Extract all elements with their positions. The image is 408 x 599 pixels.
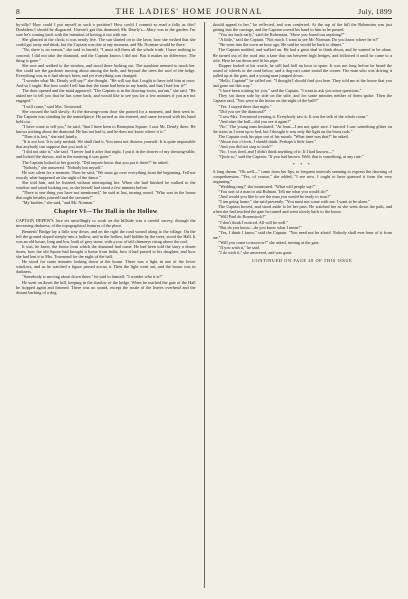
paragraph: "No." The young man hesitated. "At least—I am not quite sure. I fancied I saw something glitter on the stairs as I went up to bed, but I thought it was only the light on the brass rods." [212, 123, 392, 134]
paragraph: "My brother," she said, "and Mr. Norman." [22, 200, 96, 206]
paragraph: He went on down the hill, keeping in the shadow of the hedge. When he reached the gate of the Hall he stopped again and listened. There was no sound, except the rustle of the leaves overhead and the distant barking of a dog. [16, 279, 196, 295]
paragraph: "It is not lost. It is only mislaid. We shall find it. You must not distress yourself. It is quite impossible that anybody can suppose that you took it." [16, 139, 196, 150]
paragraph: "I have been waiting for you," said the Captain. "I want to ask you some questions." [218, 88, 362, 94]
issue-date: July, 1899 [358, 7, 392, 16]
paragraph: "And you did not stop to look?" [218, 144, 273, 150]
paragraph: "Will you come to-morrow?" she asked, turning at the gate. [218, 239, 320, 245]
paragraph: She crossed the hall slowly. At the drawing-room door she paused for a moment, and then went in. The Captain was standing by the mantelpiece. He turned as she entered, and came forward with his hand held out. [16, 108, 196, 124]
paragraph: "Somebody is moving about down there," he said to himself. "I wonder who it is?" [22, 274, 163, 280]
paragraph: "You sort of a man to ask Bulman. Tell me what you would do?" [218, 189, 329, 194]
paragraph: The Captain looked at her gravely. "Did anyone know that you put it there?" he asked. [22, 159, 169, 165]
article-columns [16, 22, 392, 588]
section-divider: * * * [292, 161, 312, 167]
page-header [16, 6, 392, 16]
paragraph: "I saw Mrs. Townsend wearing it. Everybody saw it. It was the talk of the whole room." [218, 113, 368, 119]
header-rule [16, 18, 392, 19]
paragraph: by-silly? How could I put myself in such a position? How could I commit so mad a folly as this? Doubtless I should be disgraced. I haven't got this diamond; Mr. Dearly's—Mary was in the garden. I'm sure he's coming back with the intention of having it out with me. [16, 22, 196, 38]
chapter-paragraphs [16, 218, 196, 294]
paragraph: She told him, and he listened without interrupting her. When she had finished he walked to the window and stood looking out, as she herself had stood a few minutes before. [16, 179, 196, 190]
right-chapter-paragraphs [213, 169, 393, 256]
paragraph: Bennetts' Bridge lay a little way down, and on the right the road wound along to the village. On the left the ground sloped steeply into a hollow, and in the hollow, half hidden by the trees, stood the Hall. It was an old house, long and low, built of grey stone, with a row of tall chimneys rising above the roof. [16, 228, 196, 244]
publication-title: THE LADIES' HOME JOURNAL [115, 6, 263, 16]
paragraph: "I do wish it," she answered, and was gone. [218, 250, 293, 256]
paragraph: "Did you see the diamond?" [218, 108, 267, 114]
paragraph: "I will come," said Mrs. Townsend. [22, 103, 83, 109]
paragraph: "He went into the town an hour ago. He said he would be back to dinner." [218, 42, 344, 48]
paragraph: The Captain nodded, and walked on. He had a great deal to think about, and he wanted to be alone. He turned out of the road into a lane that ran between high hedges, and followed it until he came to a stile. Here he sat down and lit his pipe. [212, 47, 392, 63]
paragraph: The door opened and the maid appeared. "The Captain is in the drawing-room, ma'am," she said. "He asked me to tell you that he has come back, and would like to see you for a few minutes if you are not engaged." [16, 88, 196, 104]
paragraph: "About two o'clock, I should think. Perhaps a little later." [218, 139, 316, 145]
paragraph: "A little," said the Captain. "Not much. I want to see Mr. Norman. Do you know where he is?" [218, 37, 379, 43]
right-paragraphs [213, 22, 393, 160]
chapter-heading: Chapter VI—The Hall in the Hollow [53, 209, 158, 216]
paragraph: "If you wish it," he said. [218, 245, 260, 251]
paragraph: "And would you like to see the man you would be ready to trust?" [218, 194, 331, 200]
paragraph: "Hello, Captain!" he called out. "I thought I should find you here. They told me at the house that you had gone out this way." [212, 78, 392, 89]
paragraph: "Wedding ring!" she murmured. "What will people say?" [218, 183, 316, 189]
paragraph: "No. I was tired, and I didn't think anything of it. If I had known—" [218, 149, 334, 155]
paragraph: "And after the ball—did you see it again?" [218, 118, 292, 124]
paragraph: She glanced at the clock; it was nearly five. The sun slanted on to the lawn; how she wished that she could get away and think, but the Captain was due at any moment, and Mr. Norman would be there. [16, 37, 196, 48]
paragraph: "Then it is lost," she said faintly. [22, 134, 78, 140]
paragraph: A long dream. "Oh well—" came from her lips, in frequent intervals seeming to express the dawning of comprehension. "Yes, of course," she added, "I see now. I ought to have guessed it from the very beginning." [212, 168, 392, 184]
paragraph: "I don't think I noticed. All will be well." [218, 219, 289, 225]
left-paragraphs [16, 22, 196, 205]
paragraph: "No, there is no reason," she said to herself. "I must tell them all the whole truth. I have nothing to conceal; I did not take the diamond, and the Captain knows I did not. But it makes no difference. The thing is gone." [16, 47, 196, 63]
paragraph: The Captain bowed, and stood aside to let her pass. He watched her as she went down the path, and when she had reached the gate he turned and went slowly back to the house. [212, 204, 392, 215]
paragraph: CAPTAIN DEPEW'S face set unwillingly to work on the hillside was a careful survey, through the increasing darkness, of the topographical features of the place. [16, 218, 196, 229]
paragraph: "There is one thing you have not mentioned," he said at last, turning round. "Who was in the house that night besides yourself and the servants?" [16, 190, 196, 201]
right-column [213, 22, 393, 588]
paragraph: "I am going home," she said presently. "You must not come with me. I want to be alone." [218, 199, 371, 205]
paragraph: "I did not take it," she said. "I never had it after that night. I put it in the drawer of my dressing-table, and locked the drawer, and in the morning it was gone." [16, 149, 196, 160]
paragraph: He was silent for a moment. Then he said, "We must go over everything from the beginning. Tell me exactly what happened on the night of the dance." [16, 169, 196, 180]
paragraph: They sat down side by side on the stile, and for some minutes neither of them spoke. Then the Captain said, "You were at the house on the night of the ball?" [212, 93, 392, 104]
paragraph: "But do you know—do you know what I mean?" [218, 224, 302, 230]
paragraph: "Yes. I stayed there that night." [218, 103, 272, 109]
paragraph: "Nobody," she answered. "Nobody but myself." [22, 164, 104, 170]
paragraph: The Captain took his pipe out of his mouth. "What time was that?" he asked. [218, 134, 349, 140]
paragraph: "I have come to tell you," he said, "that I have been to Brompton Square. I saw Mr. Dearly there. He knows nothing about the diamond. He has not had it, and he does not know where it is." [16, 123, 196, 134]
paragraph: "Yes, I think I know," said the Captain. "You need not be afraid. Nobody shall ever hear of it from me." [212, 229, 392, 240]
paragraph: It was, he knew, the house from which the diamond had come. He had been told the story a dozen times; how the old Squire had brought it home from India, how it had passed to his daughter, and how she had lent it to Mrs. Townsend for the night of the ball. [16, 243, 196, 260]
paragraph: She rose and walked to the window, and stood there looking out. The sunshine seemed to mock her. She could see the gardener moving about among the beds, and beyond the trees the roof of the lodge. Everything was as it had always been, and yet everything was changed. [16, 62, 196, 78]
paragraph: "I wonder what Mr. Dearly will say?" she thought. "He will say that I ought to have told him at once. And so I ought. But how could I tell him that the stone had been in my hands, and that I had lost it?" [16, 78, 196, 89]
paragraph: Dopper looked at his watch; he still had half an hour to spare. It was not long before he heard the sound of wheels in the road below, and a dog-cart came round the corner. The man who was driving it pulled up at the gate, and a young man jumped down. [212, 62, 392, 78]
paragraph: "Will Paul do Rosenstock?" [218, 214, 266, 220]
paragraph: should appeal to her," he reflected, and was conferred. At the top of the hill the Bohemian was just getting into the carriage, and the Captain waved his hand to him as he passed. [212, 22, 392, 33]
paragraph: "You are back early," said the Bohemian. "Have you found out anything?" [218, 32, 345, 38]
page-number: 8 [16, 7, 21, 16]
continued-note: CONTINUED ON PAGE 28 OF THIS ISSUE [252, 258, 353, 264]
paragraph: He stood for some minutes looking down at the house. There was a light in one of the lower windows, and as he watched a figure passed across it. Then the light went out, and the house was in darkness. [16, 259, 196, 275]
left-column [16, 22, 196, 588]
paragraph: "Quite so," said the Captain. "If you had known. Well, that is something, at any rate." [218, 154, 364, 160]
column-separator [204, 22, 205, 588]
